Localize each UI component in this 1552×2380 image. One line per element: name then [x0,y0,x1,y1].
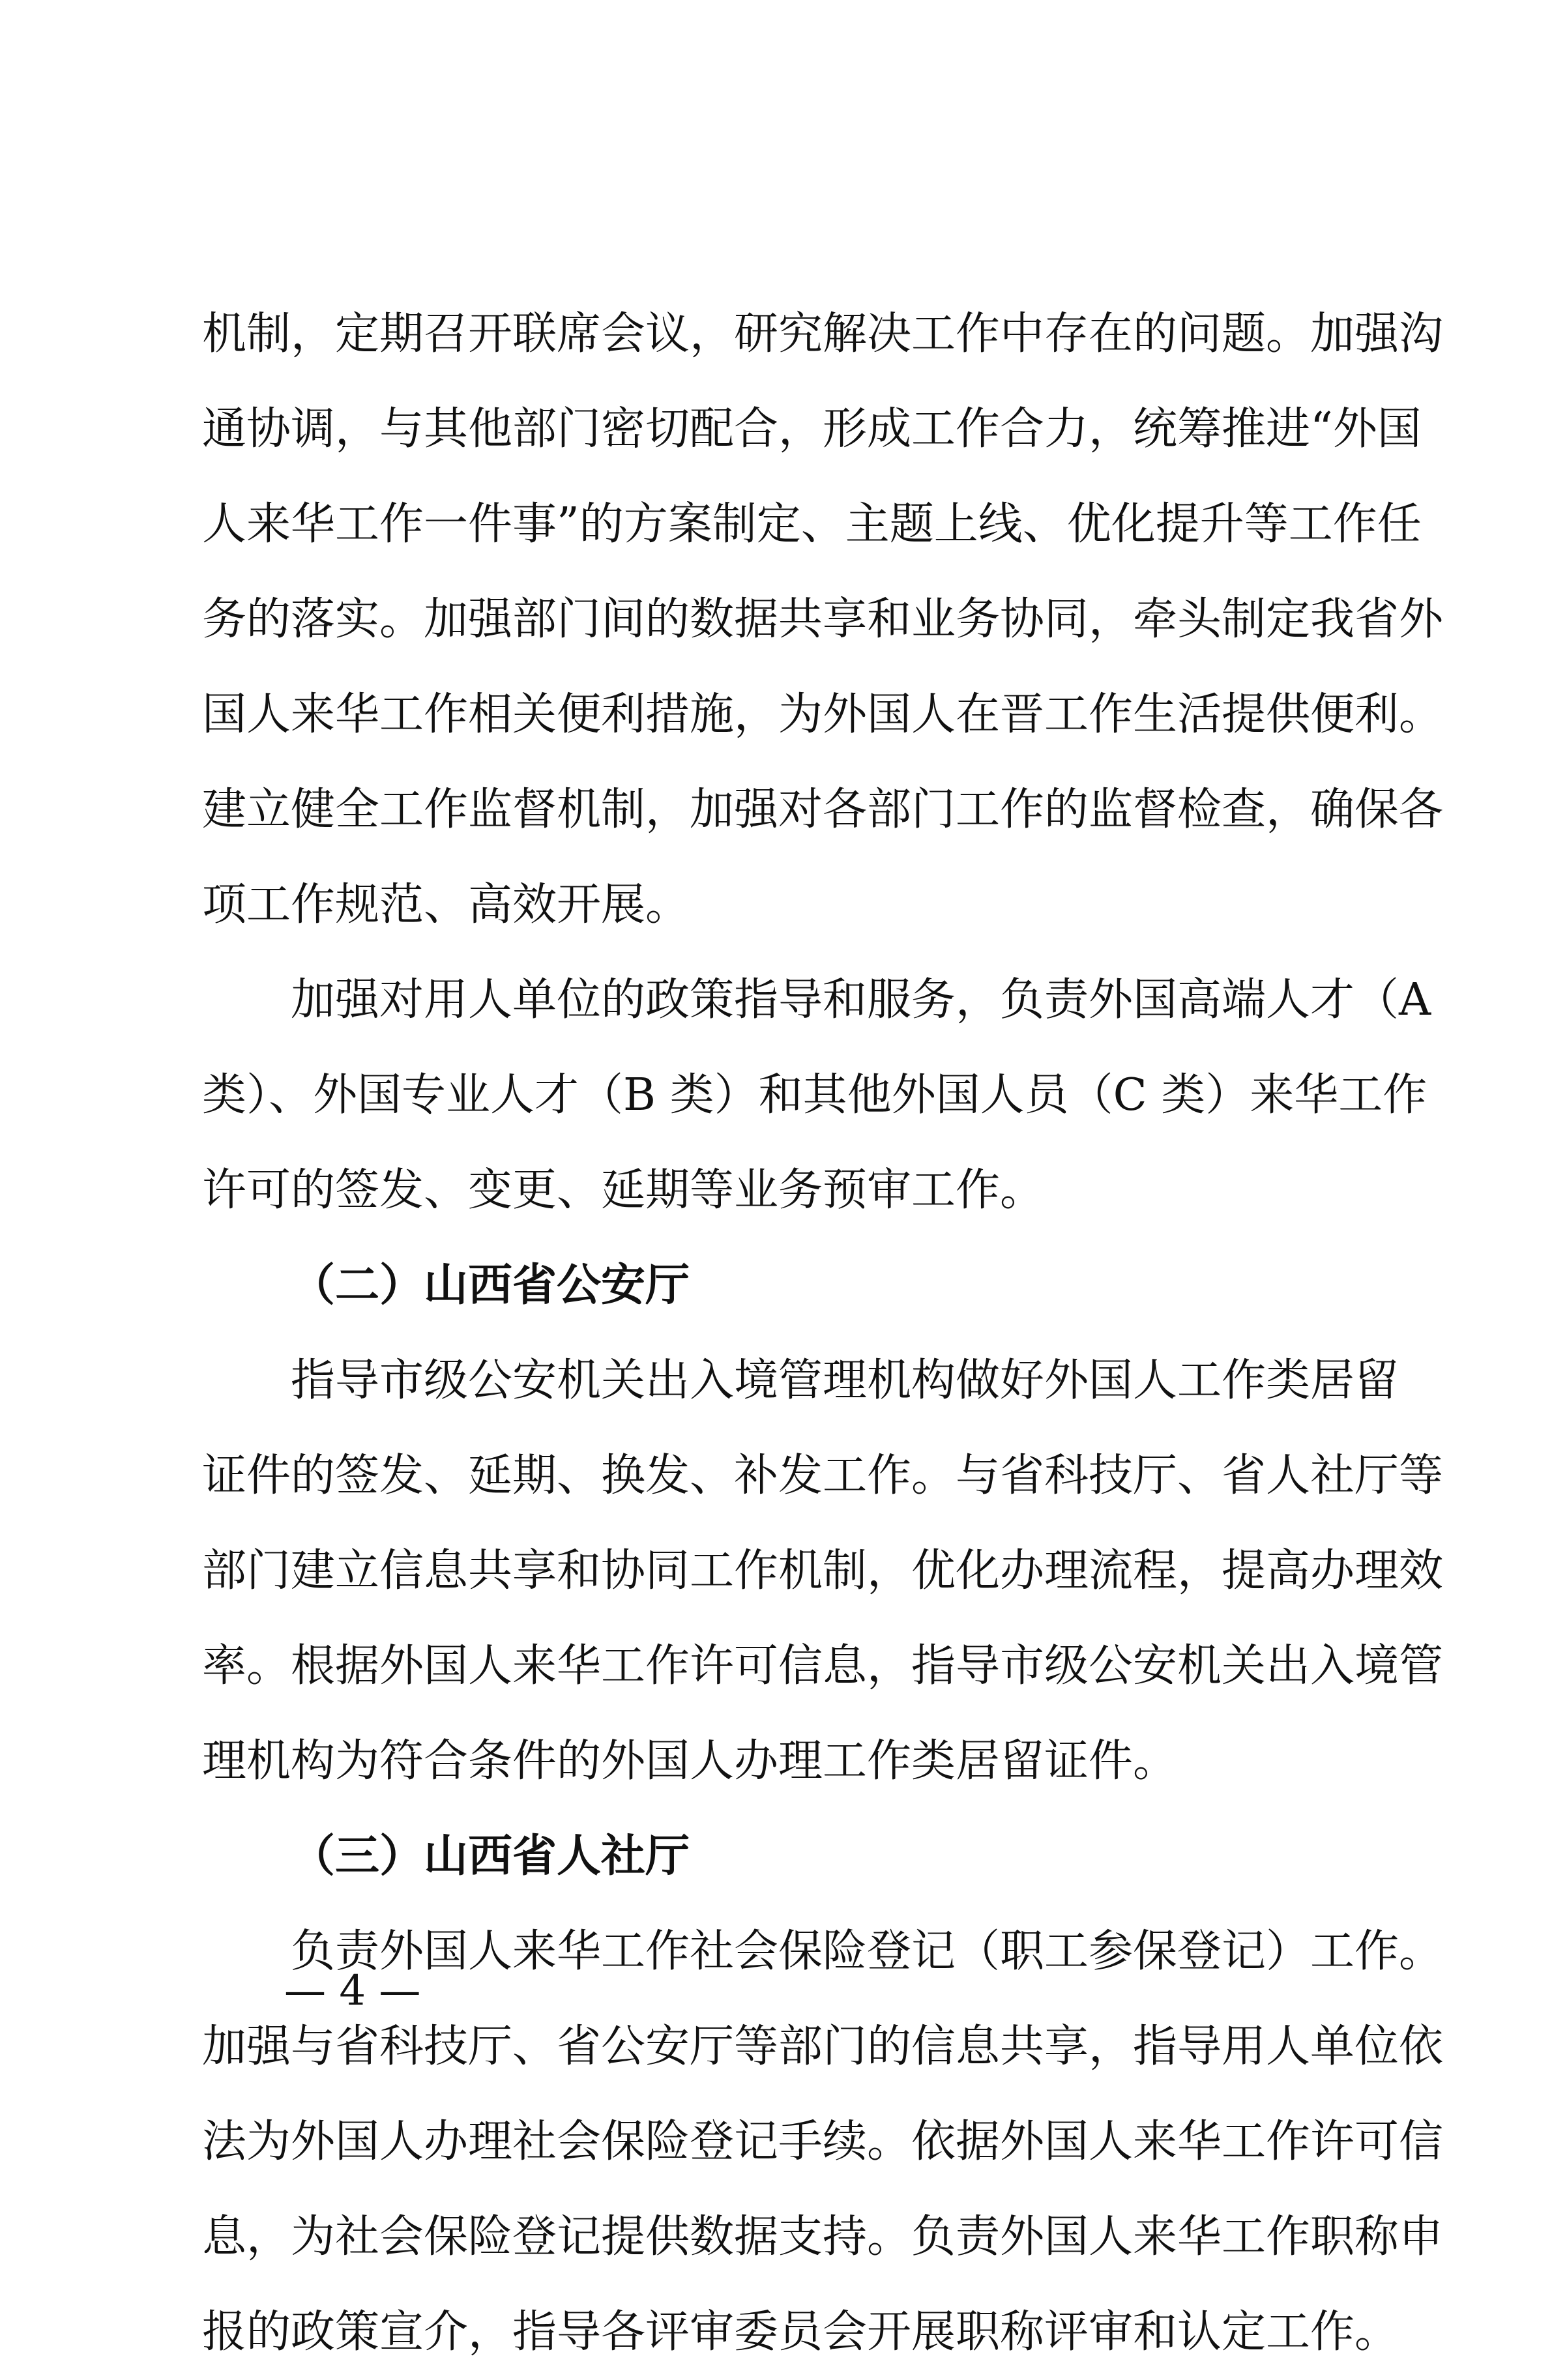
text-line: 息，为社会保险登记提供数据支持。负责外国人来华工作职称申 [202,2211,1444,2263]
text-line: 指导市级公安机关出入境管理机构做好外国人工作类居留 [291,1355,1399,1406]
text-line: 负责外国人来华工作社会保险登记（职工参保登记）工作。 [291,1926,1444,1977]
text-line: 部门建立信息共享和协同工作机制，优化办理流程，提高办理效 [202,1545,1444,1597]
text-line: 项工作规范、高效开展。 [202,879,690,931]
page-number: — 4 — [284,1967,421,2015]
text-line: 通协调，与其他部门密切配合，形成工作合力，统筹推进“外国 [202,403,1422,455]
section-heading: （二）山西省公安厅 [291,1260,690,1311]
text-line: 人来华工作一件事”的方案制定、主题上线、优化提升等工作任 [202,499,1422,550]
text-line: 证件的签发、延期、换发、补发工作。与省科技厅、省人社厅等 [202,1450,1444,1502]
text-line: 国人来华工作相关便利措施，为外国人在晋工作生活提供便利。 [202,689,1444,740]
text-line: 法为外国人办理社会保险登记手续。依据外国人来华工作许可信 [202,2116,1444,2168]
text-line: 加强对用人单位的政策指导和服务，负责外国高端人才（A [291,974,1431,1026]
text-line: 率。根据外国人来华工作许可信息，指导市级公安机关出入境管 [202,1640,1444,1692]
paragraph [202,1333,1444,1809]
section-heading: （三）山西省人社厅 [291,1831,690,1882]
document-body [202,287,1444,2380]
text-line: 报的政策宣介，指导各评审委员会开展职称评审和认定工作。 [202,2306,1399,2358]
text-line: 务的落实。加强部门间的数据共享和业务协同，牵头制定我省外 [202,594,1444,645]
text-line: 类）、外国专业人才（B 类）和其他外国人员（C 类）来华工作 [202,1069,1428,1121]
text-line: 建立健全工作监督机制，加强对各部门工作的监督检查，确保各 [202,784,1444,835]
text-line: 理机构为符合条件的外国人办理工作类居留证件。 [202,1735,1178,1787]
paragraph [202,953,1431,1238]
paragraph [202,287,1444,953]
text-line: 许可的签发、变更、延期等业务预审工作。 [202,1165,1045,1216]
text-line: 机制，定期召开联席会议，研究解决工作中存在的问题。加强沟 [202,308,1444,360]
text-line: 加强与省科技厅、省公安厅等部门的信息共享，指导用人单位依 [202,2021,1444,2072]
